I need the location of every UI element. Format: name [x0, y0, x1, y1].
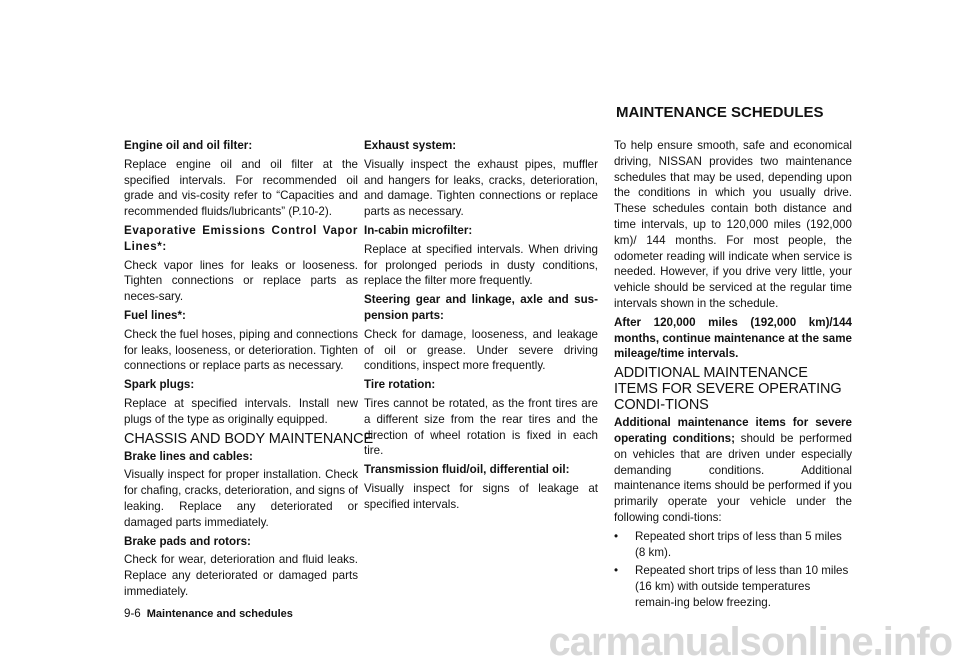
- bullet-icon: •: [614, 529, 619, 543]
- heading-fuel-lines: Fuel lines*:: [124, 308, 186, 322]
- column-right: [614, 138, 852, 614]
- heading-steering: Steering gear and linkage, axle and sus-pension parts:: [364, 293, 598, 322]
- heading-exhaust: Exhaust system:: [364, 139, 457, 152]
- paragraph: [614, 415, 852, 526]
- list-item-text: Repeated short trips of less than 10 miles (16 km) with outside temperatures remain-ing below freezing.: [635, 564, 849, 609]
- watermark: carmanualsonline.info: [548, 620, 952, 664]
- page-number: 9-6: [124, 606, 141, 620]
- heading-tire-rotation: Tire rotation:: [364, 378, 436, 392]
- paragraph: Visually inspect for proper installation. Check for chafing, cracks, deterioration, and signs of leaking. Replace any deteriorated or damaged parts immediately.: [124, 468, 358, 529]
- paragraph: Visually inspect for signs of leakage at specified intervals.: [364, 481, 598, 511]
- paragraph: Replace engine oil and oil filter at the specified intervals. For recommended oil grade and vis-cosity refer to “Capacities and recommended fluids/lubricants” (P.10-2).: [124, 157, 358, 219]
- section-heading-chassis: CHASSIS AND BODY MAINTENANCE: [124, 430, 374, 447]
- bold-lead: Additional maintenance items for severe operating conditions;: [614, 416, 852, 445]
- paragraph: Visually inspect the exhaust pipes, muffler and hangers for leaks, cracks, deterioration, and damage. Tighten connections or replace parts as necessary.: [364, 157, 598, 219]
- paragraph: Check for wear, deterioration and fluid leaks. Replace any deteriorated or damaged parts immediately.: [124, 553, 358, 598]
- paragraph: Replace at specified intervals. Install new plugs of the type as originally equipped.: [124, 396, 358, 426]
- paragraph-text: should be performed on vehicles that are driven under especially demanding conditions. Additional maintenance items should be performed if you primarily operate your vehicle under the following condi-tions:: [614, 431, 852, 524]
- list-item-text: Repeated short trips of less than 5 miles (8 km).: [635, 529, 842, 559]
- paragraph: Replace at specified intervals. When driving for prolonged periods in dusty conditions, replace the filter more frequently.: [364, 242, 598, 288]
- heading-brake-pads: Brake pads and rotors:: [124, 534, 251, 548]
- heading-microfilter: In-cabin microfilter:: [364, 223, 473, 237]
- paragraph: Check vapor lines for leaks or looseness. Tighten connections or replace parts as neces-sary.: [124, 258, 358, 304]
- bullet-icon: •: [614, 564, 619, 578]
- heading-spark-plugs: Spark plugs:: [124, 378, 195, 392]
- page-title: MAINTENANCE SCHEDULES: [616, 104, 824, 121]
- column-left: [124, 138, 374, 622]
- page-footer: [124, 606, 358, 622]
- heading-engine-oil: Engine oil and oil filter:: [124, 139, 253, 152]
- paragraph: Check the fuel hoses, piping and connections for leaks, looseness, or deterioration. Tighten connections or replace parts as necessary.: [124, 327, 358, 373]
- paragraph: Check for damage, looseness, and leakage of oil or grease. Under severe driving conditions, inspect more frequently.: [364, 327, 598, 373]
- paragraph: To help ensure smooth, safe and economical driving, NISSAN provides two maintenance schedules that may be used, depending upon the conditions in which you usually drive. These schedules contain both distance and time intervals, up to 120,000 miles (192,000 km)/ 144 months. For most people, the odometer reading will indicate when service is needed. However, if you drive very little, your vehicle should be serviced at the regular time intervals shown in the schedule.: [614, 139, 852, 310]
- heading-evap: Evaporative Emissions Control Vapor Lines*:: [124, 223, 358, 253]
- column-middle: [364, 138, 598, 516]
- section-heading-severe: ADDITIONAL MAINTENANCE ITEMS FOR SEVERE OPERATING CONDI-TIONS: [614, 365, 842, 414]
- list-item: [614, 529, 852, 561]
- list-item: [614, 563, 852, 610]
- paragraph: Tires cannot be rotated, as the front tires are a different size from the rear tires and the direction of wheel rotation is fixed in each tire.: [364, 396, 598, 458]
- heading-brake-lines: Brake lines and cables:: [124, 449, 253, 463]
- heading-transmission: Transmission fluid/oil, differential oil:: [364, 463, 570, 477]
- footer-section: Maintenance and schedules: [146, 607, 293, 620]
- heading-after-120000: After 120,000 miles (192,000 km)/144 months, continue maintenance at the same mileage/time intervals.: [614, 315, 852, 361]
